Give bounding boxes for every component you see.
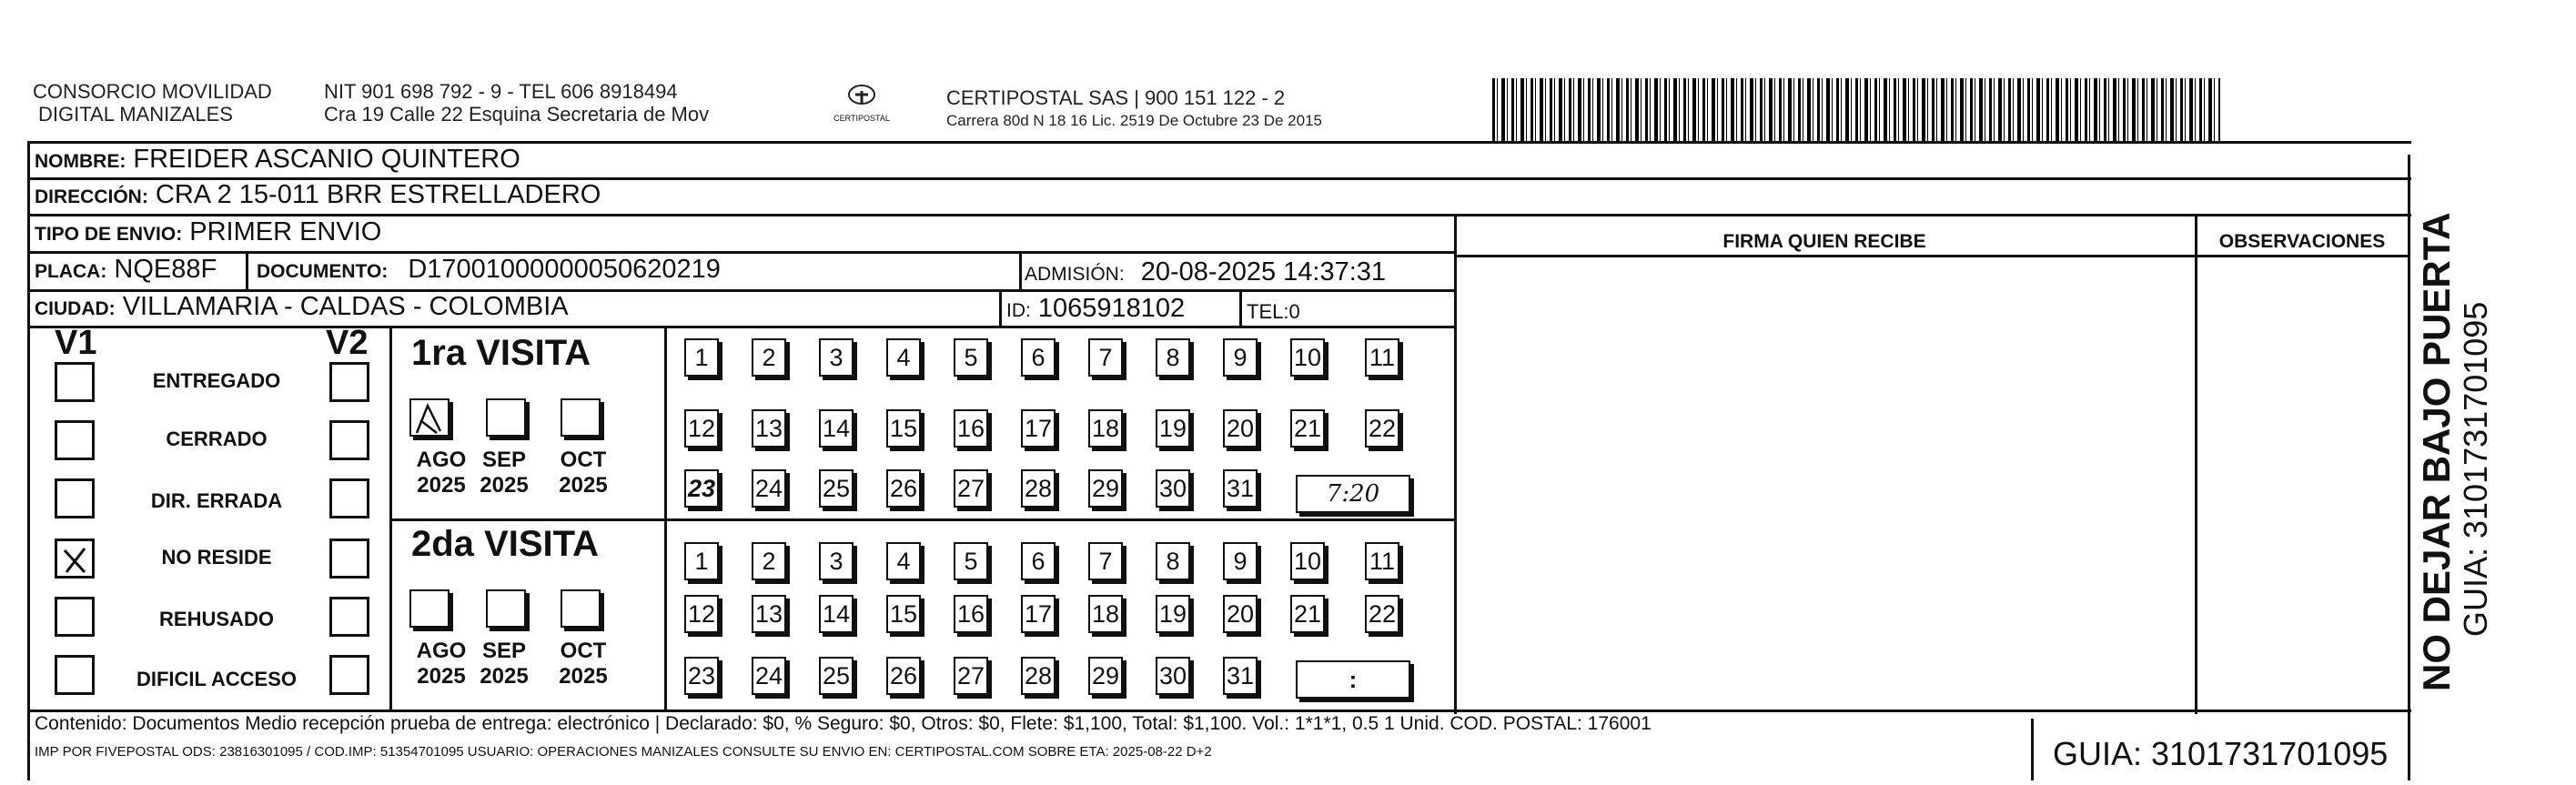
documento-value: D17001000000050620219 xyxy=(408,255,721,284)
side-text xyxy=(2416,212,2494,691)
contenido-text: Contenido: Documentos Medio recepción prueba de entrega: electrónico | Declarado: $0, % Seguro: $0, Otros: $0, Flete: $1,100, Total: $1,100. Vol.: 1*1*1, 0.5 1 Unid. COD. POSTAL: 176001 xyxy=(35,713,1652,734)
v1-day-9-box[interactable]: 9 xyxy=(1223,338,1258,377)
v1-no-reside-checkbox[interactable] xyxy=(55,538,95,579)
first-visit-title: 1ra VISITA xyxy=(411,333,591,373)
v1-month-ago-box[interactable] xyxy=(409,398,450,437)
v1-day-28-box[interactable]: 28 xyxy=(1021,469,1056,508)
v2-day-29-box[interactable]: 29 xyxy=(1088,657,1123,695)
admision-divider xyxy=(1019,251,1022,289)
barcode xyxy=(1492,78,2220,144)
v2-day-16-box[interactable]: 16 xyxy=(954,595,988,633)
frame-left xyxy=(27,141,30,780)
id-label: ID: xyxy=(1006,300,1031,321)
v2-month-sep-label: SEP 2025 xyxy=(480,639,529,689)
second-visit-title: 2da VISITA xyxy=(411,524,599,564)
admision-value: 20-08-2025 14:37:31 xyxy=(1140,257,1387,287)
v1-day-29-box[interactable]: 29 xyxy=(1088,469,1123,508)
tipo-label: TIPO DE ENVIO: xyxy=(35,224,183,245)
v2-month-ago-label: AGO 2025 xyxy=(416,639,467,689)
courier-info xyxy=(946,86,1322,132)
direccion-label: DIRECCIÓN: xyxy=(35,186,148,207)
row-line-2 xyxy=(27,214,2411,216)
v1-day-27-box[interactable]: 27 xyxy=(954,469,988,508)
v2-day-17-box[interactable]: 17 xyxy=(1021,595,1056,633)
courier-name: CERTIPOSTAL SAS | 900 151 122 - 2 xyxy=(946,86,1286,109)
v2-day-21-box[interactable]: 21 xyxy=(1290,595,1325,633)
v1-month-sep-label: SEP 2025 xyxy=(480,448,529,498)
ciudad-row xyxy=(35,291,569,325)
status-divider xyxy=(389,326,392,710)
documento-label: DOCUMENTO: xyxy=(257,261,389,282)
placa-row xyxy=(35,254,217,287)
v1-day-26-box[interactable]: 26 xyxy=(886,469,921,508)
v1-month-sep-box[interactable] xyxy=(486,398,526,437)
tipo-row xyxy=(35,216,381,250)
v2-month-ago-box[interactable] xyxy=(409,589,450,628)
v1-day-23-box[interactable]: 23 xyxy=(684,469,719,508)
company-address: Cra 19 Calle 22 Esquina Secretaria de Mov xyxy=(324,103,710,126)
logo-icon xyxy=(846,84,877,109)
v2-cerrado-checkbox[interactable] xyxy=(329,420,369,460)
company-contact xyxy=(324,80,709,126)
v2-dificil-acceso-checkbox[interactable] xyxy=(329,655,369,695)
status-entregado: ENTREGADO xyxy=(152,369,281,392)
v1-day-5-box[interactable]: 5 xyxy=(954,338,988,377)
check-mark-icon xyxy=(411,400,448,435)
v1-day-4-box[interactable]: 4 xyxy=(886,338,921,377)
check-mark-icon xyxy=(57,541,92,576)
status-cerrado: CERRADO xyxy=(166,428,268,450)
v2-day-3-box[interactable]: 3 xyxy=(819,542,854,580)
v2-day-23-box[interactable]: 23 xyxy=(684,657,719,695)
v1-dir-errada-checkbox[interactable] xyxy=(55,478,95,518)
v2-day-18-box[interactable]: 18 xyxy=(1088,595,1123,633)
v2-day-12-box[interactable]: 12 xyxy=(684,595,719,633)
v2-day-11-box[interactable]: 11 xyxy=(1365,542,1399,580)
v2-header: V2 xyxy=(326,324,369,362)
v1-day-22-box[interactable]: 22 xyxy=(1365,409,1399,448)
v2-day-9-box[interactable]: 9 xyxy=(1223,542,1258,580)
v2-day-1-box[interactable]: 1 xyxy=(684,542,719,580)
v1-day-16-box[interactable]: 16 xyxy=(954,409,988,448)
visit-divider xyxy=(389,518,1456,521)
v2-day-20-box[interactable]: 20 xyxy=(1223,595,1258,633)
v2-day-30-box[interactable]: 30 xyxy=(1156,657,1190,695)
v2-day-14-box[interactable]: 14 xyxy=(819,595,854,633)
v2-day-24-box[interactable]: 24 xyxy=(752,657,786,695)
observaciones-header: OBSERVACIONES xyxy=(2218,231,2386,252)
v1-day-10-box[interactable]: 10 xyxy=(1290,338,1325,377)
no-dejar-bajo-puerta: NO DEJAR BAJO PUERTA xyxy=(2415,212,2458,691)
v1-day-12-box[interactable]: 12 xyxy=(684,409,719,448)
imp-text: IMP POR FIVEPOSTAL ODS: 23816301095 / COD.IMP: 51354701095 USUARIO: OPERACIONES MANIZALES CONSULTE SU ENVIO EN: CERTIPOSTAL.COM SOBRE ETA: 2025-08-22 D+2 xyxy=(35,744,1212,760)
v1-day-21-box[interactable]: 21 xyxy=(1290,409,1325,448)
certipostal-logo xyxy=(830,84,894,123)
v1-day-1-box[interactable]: 1 xyxy=(684,338,719,377)
v1-day-3-box[interactable]: 3 xyxy=(819,338,854,377)
company-nit: NIT 901 698 792 - 9 - TEL 606 8918494 xyxy=(324,80,678,103)
placa-divider xyxy=(246,251,248,289)
v1-day-30-box[interactable]: 30 xyxy=(1156,469,1190,508)
v2-day-31-box[interactable]: 31 xyxy=(1223,657,1258,695)
frame-right xyxy=(2408,155,2410,780)
id-value: 1065918102 xyxy=(1037,294,1186,323)
v1-day-24-box[interactable]: 24 xyxy=(752,469,786,508)
company-line-1: CONSORCIO MOVILIDAD xyxy=(33,80,272,103)
v1-time-box[interactable]: 7:20 xyxy=(1296,475,1410,513)
v1-day-11-box[interactable]: 11 xyxy=(1365,338,1399,377)
v2-day-13-box[interactable]: 13 xyxy=(752,595,786,633)
v2-day-25-box[interactable]: 25 xyxy=(819,657,854,695)
firma-left-line xyxy=(1454,216,1457,714)
v2-day-5-box[interactable]: 5 xyxy=(954,542,988,580)
row-line-5 xyxy=(27,326,1456,328)
v2-day-8-box[interactable]: 8 xyxy=(1156,542,1190,580)
v2-day-26-box[interactable]: 26 xyxy=(886,657,921,695)
placa-value: NQE88F xyxy=(114,255,217,284)
guia-footer: GUIA: 3101731701095 xyxy=(2053,735,2389,772)
v2-no-reside-checkbox[interactable] xyxy=(329,538,369,579)
v1-day-15-box[interactable]: 15 xyxy=(886,409,921,448)
col-header-line xyxy=(1454,255,2409,257)
status-dificil-acceso: DIFICIL ACCESO xyxy=(136,668,297,690)
v1-day-8-box[interactable]: 8 xyxy=(1156,338,1190,377)
direccion-row xyxy=(35,179,601,213)
logo-text: CERTIPOSTAL xyxy=(833,114,890,123)
v2-day-4-box[interactable]: 4 xyxy=(886,542,921,580)
documento-row xyxy=(257,254,721,287)
month-divider xyxy=(664,326,667,710)
v1-day-2-box[interactable]: 2 xyxy=(752,338,786,377)
tipo-value: PRIMER ENVIO xyxy=(189,217,382,247)
footer-top-line xyxy=(27,710,2411,712)
v2-day-7-box[interactable]: 7 xyxy=(1088,542,1123,580)
v1-day-25-box[interactable]: 25 xyxy=(819,469,854,508)
v1-day-14-box[interactable]: 14 xyxy=(819,409,854,448)
v2-day-22-box[interactable]: 22 xyxy=(1365,595,1399,633)
status-no-reside: NO RESIDE xyxy=(161,546,272,569)
nombre-value: FREIDER ASCANIO QUINTERO xyxy=(133,145,520,174)
v2-day-27-box[interactable]: 27 xyxy=(954,657,988,695)
admision-label: ADMISIÓN: xyxy=(1025,264,1125,285)
v1-day-17-box[interactable]: 17 xyxy=(1021,409,1056,448)
status-dir-errada: DIR. ERRADA xyxy=(150,489,283,512)
admision-row xyxy=(1025,257,1386,290)
v1-day-20-box[interactable]: 20 xyxy=(1223,409,1258,448)
v1-dificil-acceso-checkbox[interactable] xyxy=(55,655,95,695)
v2-day-28-box[interactable]: 28 xyxy=(1021,657,1056,695)
v2-day-6-box[interactable]: 6 xyxy=(1021,542,1056,580)
tel-divider xyxy=(1239,291,1242,326)
courier-address: Carrera 80d N 18 16 Lic. 2519 De Octubre 23 De 2015 xyxy=(946,112,1322,129)
v1-month-oct-box[interactable] xyxy=(561,398,601,437)
v2-month-oct-box[interactable] xyxy=(561,589,601,628)
company-name xyxy=(33,80,272,126)
v1-entregado-checkbox[interactable] xyxy=(55,362,95,402)
nombre-row xyxy=(35,144,520,177)
v1-day-31-box[interactable]: 31 xyxy=(1223,469,1258,508)
v2-dir-errada-checkbox[interactable] xyxy=(329,478,369,518)
nombre-label: NOMBRE: xyxy=(35,151,126,172)
guia-box-line xyxy=(2031,719,2034,780)
v1-month-ago-label: AGO 2025 xyxy=(416,448,467,498)
v2-rehusado-checkbox[interactable] xyxy=(329,597,369,637)
v2-day-10-box[interactable]: 10 xyxy=(1290,542,1325,580)
id-divider xyxy=(999,289,1002,326)
ciudad-value: VILLAMARIA - CALDAS - COLOMBIA xyxy=(122,292,569,321)
v1-cerrado-checkbox[interactable] xyxy=(55,420,95,460)
v2-month-oct-label: OCT 2025 xyxy=(559,639,608,689)
v1-day-13-box[interactable]: 13 xyxy=(752,409,786,448)
status-rehusado: REHUSADO xyxy=(159,608,274,630)
placa-label: PLACA: xyxy=(35,261,107,282)
v1-rehusado-checkbox[interactable] xyxy=(55,597,95,637)
ciudad-label: CIUDAD: xyxy=(35,298,116,319)
v2-month-sep-box[interactable] xyxy=(486,589,526,628)
v2-time-box[interactable]: : xyxy=(1296,660,1410,699)
direccion-value: CRA 2 15-011 BRR ESTRELLADERO xyxy=(155,180,601,209)
v1-month-oct-label: OCT 2025 xyxy=(559,448,608,498)
company-line-2: DIGITAL MANIZALES xyxy=(38,103,233,126)
v1-header: V1 xyxy=(55,324,97,362)
tel-value: 0 xyxy=(1288,300,1300,323)
id-row xyxy=(1006,293,1185,327)
tel-label: TEL: xyxy=(1247,300,1289,323)
guia-side: GUIA: 3101731701095 xyxy=(2457,301,2494,637)
firma-header: FIRMA QUIEN RECIBE xyxy=(1722,231,1926,252)
v1-day-6-box[interactable]: 6 xyxy=(1021,338,1056,377)
row-line-3 xyxy=(27,251,1456,254)
v2-entregado-checkbox[interactable] xyxy=(329,362,369,402)
obs-left-line xyxy=(2195,216,2197,714)
v1-day-18-box[interactable]: 18 xyxy=(1088,409,1123,448)
v2-day-15-box[interactable]: 15 xyxy=(886,595,921,633)
v2-day-19-box[interactable]: 19 xyxy=(1156,595,1190,633)
v2-day-2-box[interactable]: 2 xyxy=(752,542,786,580)
v1-day-7-box[interactable]: 7 xyxy=(1088,338,1123,377)
tel-row xyxy=(1247,297,1300,327)
v1-day-19-box[interactable]: 19 xyxy=(1156,409,1190,448)
